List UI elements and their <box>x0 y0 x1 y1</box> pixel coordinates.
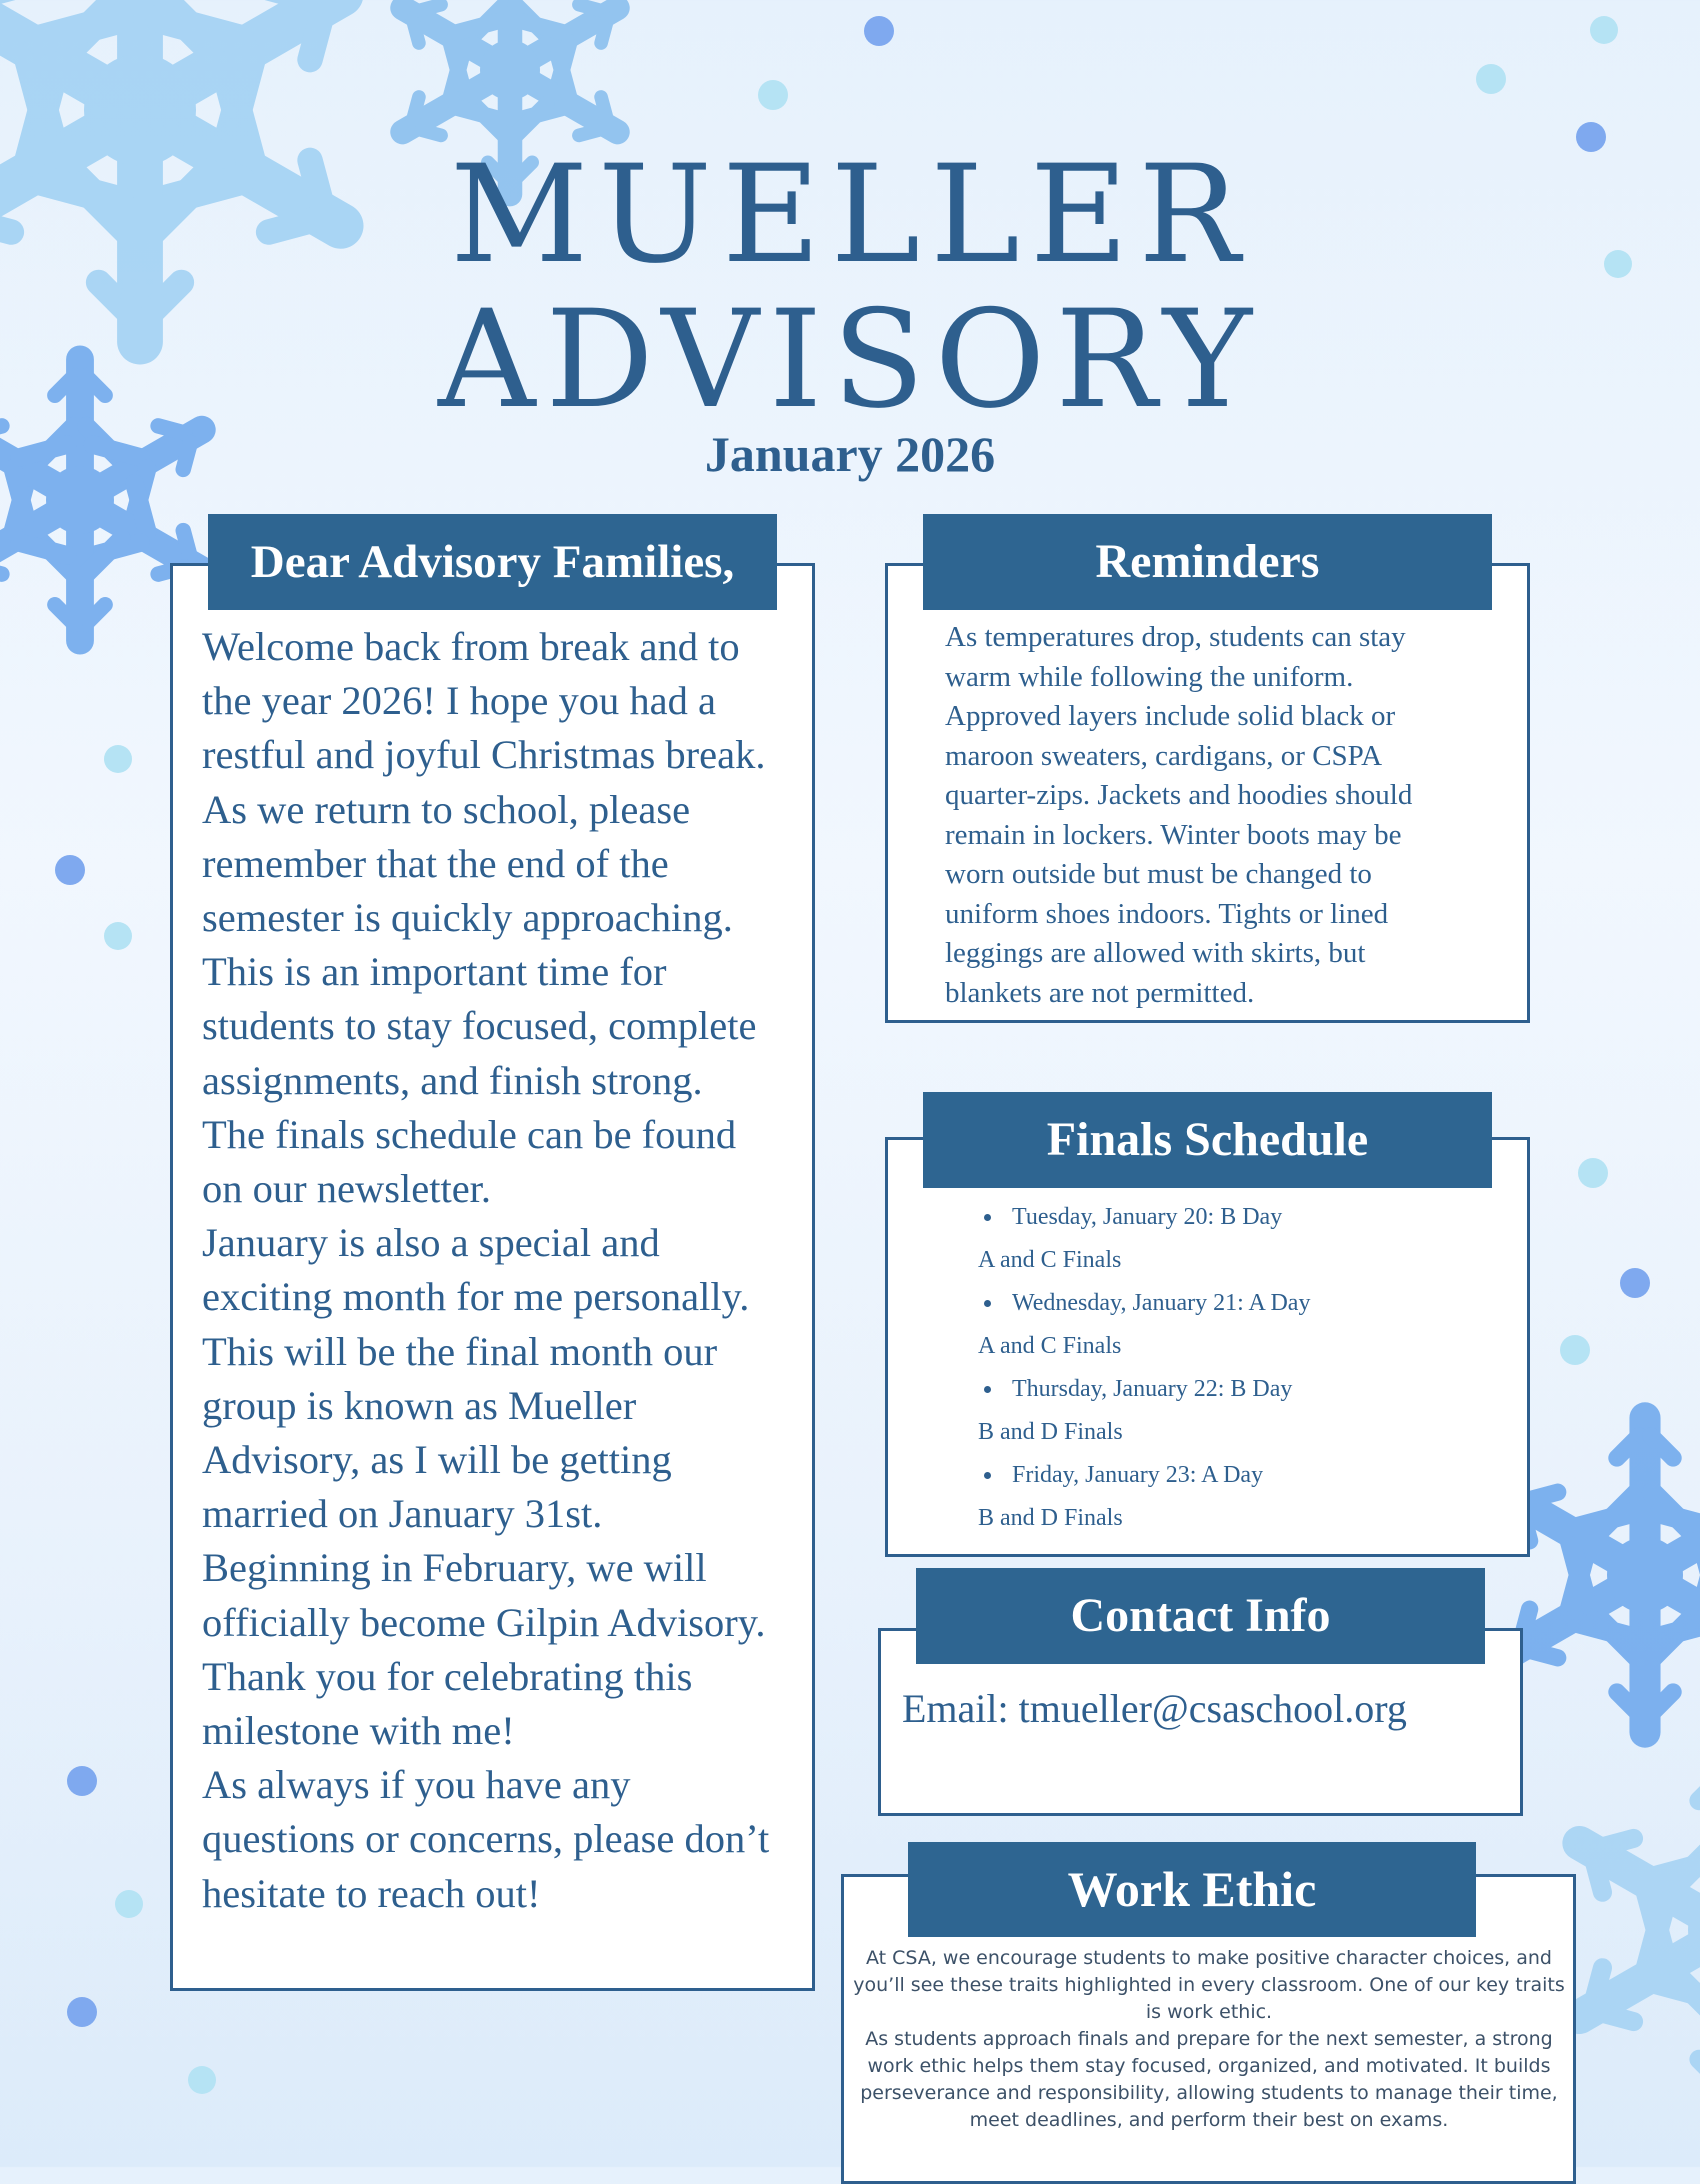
finals-heading: Finals Schedule <box>923 1092 1492 1188</box>
decorative-dot <box>104 922 132 950</box>
reminder-line: quarter-zips. Jackets and hoodies should <box>945 779 1413 811</box>
decorative-dot <box>1590 16 1618 44</box>
letter-line: Beginning in February, we will <box>202 1545 707 1591</box>
finals-day: Thursday, January 22: B Day <box>978 1368 1498 1411</box>
letter-line: married on January 31st. <box>202 1491 603 1537</box>
letter-line: officially become Gilpin Advisory. <box>202 1599 766 1645</box>
decorative-dot <box>1560 1335 1590 1365</box>
contact-heading: Contact Info <box>916 1568 1485 1664</box>
finals-detail: A and C Finals <box>978 1333 1122 1359</box>
work-ethic-line: you’ll see these traits highlighted in every classroom. One of our key traits <box>853 1974 1565 1996</box>
reminder-line: As temperatures drop, students can stay <box>945 621 1406 653</box>
reminder-line: maroon sweaters, cardigans, or CSPA <box>945 739 1383 772</box>
decorative-dot <box>55 855 85 885</box>
finals-day: Friday, January 23: A Day <box>978 1454 1498 1497</box>
letter-line: the year 2026! I hope you had a <box>202 678 716 724</box>
work-ethic-body <box>848 1945 1570 2134</box>
reminder-line: warm while following the uniform. <box>945 660 1354 693</box>
letter-line: assignments, and finish strong. <box>202 1057 703 1103</box>
finals-detail: B and D Finals <box>978 1419 1123 1445</box>
work-ethic-line: work ethic helps them stay focused, organized, and motivated. It builds <box>867 2055 1551 2077</box>
reminder-line: remain in lockers. Winter boots may be <box>945 818 1402 851</box>
letter-line: This is an important time for <box>202 949 667 995</box>
letter-line: Welcome back from break and to <box>202 624 740 669</box>
decorative-dot <box>104 745 132 773</box>
letter-line: semester is quickly approaching. <box>202 895 733 941</box>
letter-line: exciting month for me personally. <box>202 1274 750 1320</box>
decorative-dot <box>1620 1268 1650 1298</box>
decorative-dot <box>115 1890 143 1918</box>
letter-line: This will be the final month our <box>202 1328 718 1374</box>
decorative-dot <box>67 1766 97 1796</box>
letter-heading: Dear Advisory Families, <box>208 514 777 610</box>
decorative-dot <box>67 1997 97 2027</box>
letter-line: As always if you have any <box>202 1762 631 1808</box>
letter-line: students to stay focused, complete <box>202 1003 757 1049</box>
reminder-line: Approved layers include solid black or <box>945 700 1396 732</box>
decorative-dot <box>864 16 894 46</box>
letter-line: on our newsletter. <box>202 1166 492 1212</box>
finals-day: Tuesday, January 20: B Day <box>978 1196 1498 1239</box>
contact-email[interactable]: Email: tmueller@csaschool.org <box>902 1686 1407 1731</box>
work-ethic-heading: Work Ethic <box>908 1842 1476 1937</box>
letter-line: January is also a special and <box>202 1220 660 1266</box>
letter-body <box>202 620 802 1921</box>
page-title-line1: MUELLER <box>449 136 1251 293</box>
letter-line: Advisory, as I will be getting <box>202 1437 672 1483</box>
letter-line: Thank you for celebrating this <box>202 1653 693 1699</box>
work-ethic-line: At CSA, we encourage students to make positive character choices, and <box>866 1947 1552 1969</box>
reminder-line: blankets are not permitted. <box>945 976 1255 1009</box>
work-ethic-line: As students approach finals and prepare for the next semester, a strong <box>865 2028 1553 2050</box>
decorative-dot <box>1476 64 1506 94</box>
reminders-heading: Reminders <box>923 514 1492 610</box>
finals-list <box>978 1196 1498 1540</box>
finals-detail: B and D Finals <box>978 1505 1123 1531</box>
finals-detail: A and C Finals <box>978 1247 1122 1273</box>
decorative-dot <box>1578 1158 1608 1188</box>
work-ethic-line: meet deadlines, and perform their best on exams. <box>969 2109 1449 2131</box>
letter-line: The finals schedule can be found <box>202 1111 737 1157</box>
work-ethic-line: is work ethic. <box>1145 2001 1273 2023</box>
decorative-dot <box>758 80 788 110</box>
decorative-dot <box>188 2066 216 2094</box>
letter-line: questions or concerns, please don’t <box>202 1816 770 1862</box>
letter-line: group is known as Mueller <box>202 1382 637 1428</box>
reminders-body <box>945 618 1505 1013</box>
letter-line: remember that the end of the <box>202 840 669 886</box>
page-title-line2: ADVISORY <box>438 281 1262 438</box>
letter-line: hesitate to reach out! <box>202 1870 541 1916</box>
reminder-line: leggings are allowed with skirts, but <box>945 937 1366 969</box>
finals-day: Wednesday, January 21: A Day <box>978 1282 1498 1325</box>
letter-line: milestone with me! <box>202 1708 515 1754</box>
letter-line: restful and joyful Christmas break. <box>202 732 766 778</box>
newsletter-date: January 2026 <box>704 426 996 482</box>
letter-line: As we return to school, please <box>202 786 691 832</box>
work-ethic-line: perseverance and responsibility, allowing students to manage their time, <box>860 2082 1558 2104</box>
reminder-line: worn outside but must be changed to <box>945 858 1372 890</box>
reminder-line: uniform shoes indoors. Tights or lined <box>945 897 1389 930</box>
